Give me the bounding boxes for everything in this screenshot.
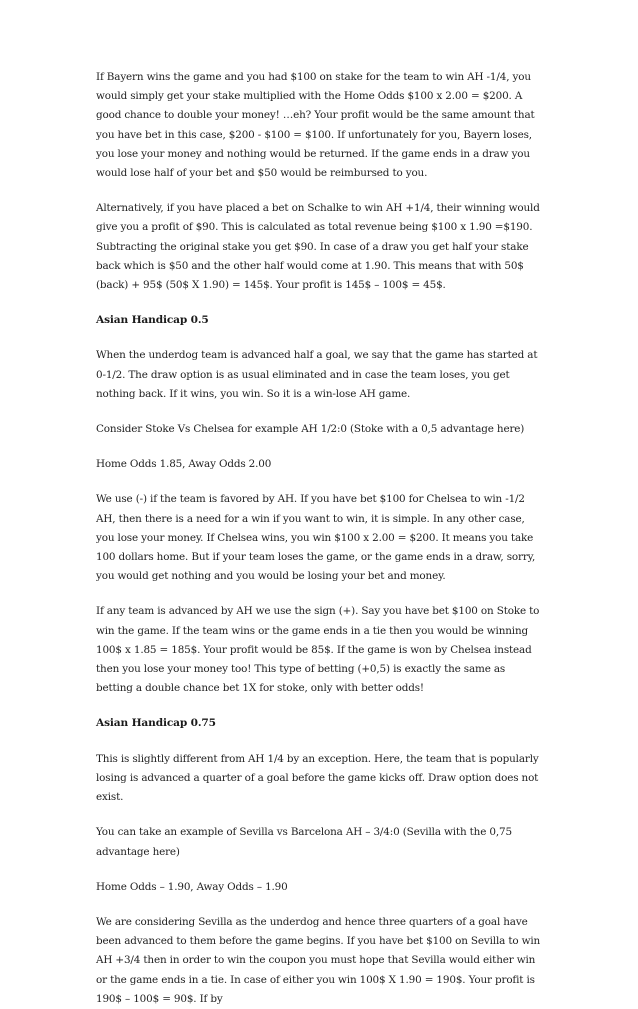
paragraph-sevilla-barcelona-example: You can take an example of Sevilla vs Barcelona AH – 3/4:0 (Sevilla with the 0,75 advantage here) [96, 826, 512, 858]
paragraph-sevilla-underdog: We are considering Sevilla as the underdog and hence three quarters of a goal have been advanced to them before the game begins. If you have bet $100 on Sevilla to win AH +3/4 then in order to win the coupon you must hope that Sevilla would either win or the game ends in a tie. In case of either you win 100$ X 1.90 = 190$. Your profit is 190$ – 100$ = 90$. If by [96, 915, 541, 1005]
heading-asian-handicap-0-5: Asian Handicap 0.5 [96, 314, 209, 327]
paragraph-advanced-team: If any team is advanced by AH we use the sign (+). Say you have bet $100 on Stoke to win the game. If the team wins or the game ends in a tie then you would be winning 100$ x 1.85 = 185$. Your profit would be 85$. If the game is won by Chelsea instead then you lose your money too! This type of betting (+0,5) is exactly the same as betting a double chance bet 1X for stoke, only with better odds! [96, 605, 540, 695]
heading-asian-handicap-0-75: Asian Handicap 0.75 [96, 717, 216, 730]
paragraph-slightly-different: This is slightly different from AH 1/4 by an exception. Here, the team that is popularly losing is advanced a quarter of a goal before the game kicks off. Draw option does not exist. [96, 752, 539, 804]
paragraph-underdog-half-goal: When the underdog team is advanced half a goal, we say that the game has started at 0-1/2. The draw option is as usual eliminated and in case the team loses, you get nothing back. If it wins, you win. So it is a win-lose AH game. [96, 349, 538, 400]
document-body [96, 68, 544, 1009]
paragraph-bayern-wins: If Bayern wins the game and you had $100 on stake for the team to win AH -1/4, you would simply get your stake multiplied with the Home Odds $100 x 2.00 = $200. A good chance to double your money! …eh? Your profit would be the same amount that you have bet in this case, $200 - $100 = $100. If unfortunately for you, Bayern loses, you lose your money and nothing would be returned. If the game ends in a draw you would lose half of your bet and $50 would be reimbursed to you. [96, 71, 535, 180]
paragraph-schalke-bet: Alternatively, if you have placed a bet on Schalke to win AH +1/4, their winning would give you a profit of $90. This is calculated as total revenue being $100 x 1.90 =$190. Subtracting the original stake you get $90. In case of a draw you get half your stake back which is $50 and the other half would come at 1.90. This means that with 50$ (back) + 95$ (50$ X 1.90) = 145$. Your profit is 145$ – 100$ = 45$. [96, 202, 540, 292]
paragraph-favored-team: We use (-) if the team is favored by AH. If you have bet $100 for Chelsea to win -1/2 AH, then there is a need for a win if you want to win, it is simple. In any other case, you lose your money. If Chelsea wins, you win $100 x 2.00 = $200. It means you take 100 dollars home. But if your team loses the game, or the game ends in a draw, sorry, you would get nothing and you would be losing your bet and money. [96, 493, 536, 583]
paragraph-stoke-chelsea-example: Consider Stoke Vs Chelsea for example AH 1/2:0 (Stoke with a 0,5 advantage here) [96, 423, 525, 436]
paragraph-home-away-odds-2: Home Odds – 1.90, Away Odds – 1.90 [96, 880, 288, 893]
paragraph-home-away-odds-1: Home Odds 1.85, Away Odds 2.00 [96, 458, 272, 471]
